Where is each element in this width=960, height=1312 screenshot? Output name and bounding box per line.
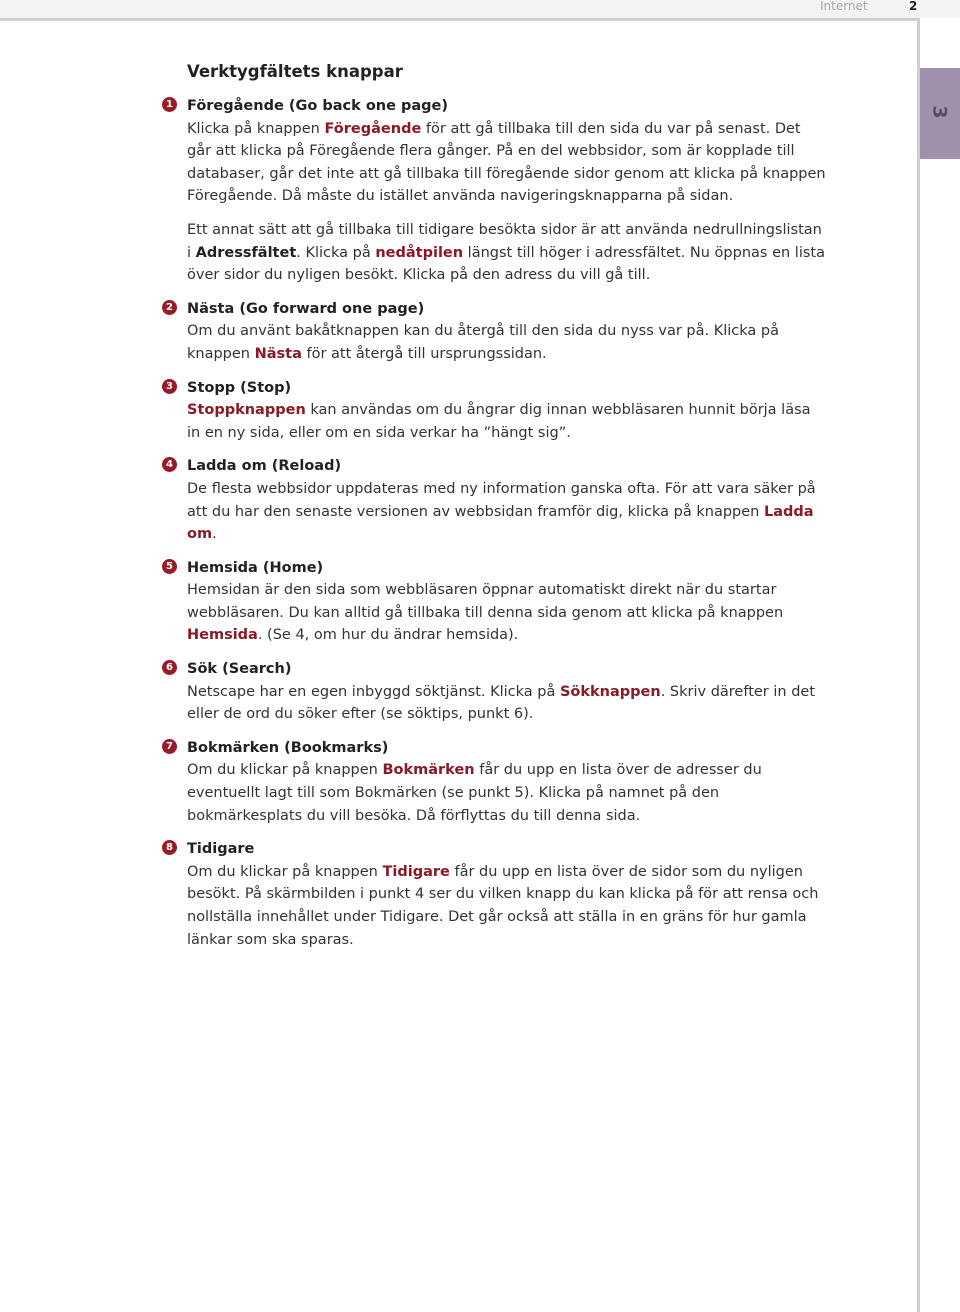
item-paragraph: De flesta webbsidor uppdateras med ny information ganska ofta. För att vara säker på att du har den senaste versionen av webbsidan framför dig, klicka på knappen Ladda om.	[187, 480, 816, 543]
item-title: Nästa (Go forward one page)	[187, 300, 425, 317]
highlight-term: Nästa	[254, 345, 302, 362]
highlight-term: nedåtpilen	[375, 244, 464, 261]
chapter-number: 3	[928, 105, 951, 119]
main-content	[166, 62, 827, 962]
item-number-badge: 2	[162, 300, 177, 315]
list-item	[166, 737, 827, 827]
list-item	[166, 377, 827, 445]
item-title: Bokmärken (Bookmarks)	[187, 739, 389, 756]
highlight-term: Bokmärken	[382, 762, 475, 779]
page-edge-rule	[917, 18, 920, 1312]
bold-term: Adressfältet	[195, 244, 297, 261]
highlight-term: Föregående	[324, 120, 422, 137]
highlight-term: Tidigare	[382, 863, 450, 880]
highlight-term: Sökknappen	[559, 683, 661, 700]
item-number-badge: 5	[162, 559, 177, 574]
item-paragraph: Ett annat sätt att gå tillbaka till tidigare besökta sidor är att använda nedrullningslistan i Adressfältet. Klicka på nedåtpilen längst till höger i adressfältet. Nu öppnas en lista över sidor du nyligen besökt. Klicka på den adress du vill gå till.	[187, 221, 825, 284]
item-number-badge: 1	[162, 97, 177, 112]
item-number-badge: 7	[162, 739, 177, 754]
header-bar	[0, 0, 960, 18]
highlight-term: Ladda om	[187, 503, 814, 543]
page-number: 2	[909, 0, 918, 13]
item-paragraph: Om du klickar på knappen Tidigare får du upp en lista över de sidor som du nyligen besökt. På skärmbilden i punkt 4 ser du vilken knapp du kan klicka på för att rensa och nollställa innehållet under Tidigare. Det går också att ställa in en gräns för hur gamla länkar som ska sparas.	[187, 863, 819, 948]
item-title: Tidigare	[187, 841, 255, 858]
list-item	[166, 838, 827, 951]
item-paragraph: Klicka på knappen Föregående för att gå tillbaka till den sida du var på senast. Det går att klicka på Föregående flera gånger. På en del webbsidor, som är kopplade till databaser, går det inte att gå tillbaka till föregående sidor genom att klicka på knappen Föregående. Då måste du istället använda navigeringsknapparna på sidan.	[187, 120, 826, 205]
list-item	[166, 95, 827, 287]
item-title: Föregående (Go back one page)	[187, 98, 449, 114]
list-item	[166, 557, 827, 647]
item-paragraph: Netscape har en egen inbyggd söktjänst. Klicka på Sökknappen. Skriv därefter in det eller de ord du söker efter (se söktips, punkt 6).	[187, 683, 816, 723]
item-number-badge: 6	[162, 660, 177, 675]
chapter-tab	[920, 68, 960, 159]
item-number-badge: 8	[162, 840, 177, 855]
running-header-title: Internet	[820, 0, 868, 13]
item-title: Ladda om (Reload)	[187, 458, 342, 475]
item-title: Hemsida (Home)	[187, 559, 324, 576]
list-item	[166, 455, 827, 545]
item-paragraph: Om du använt bakåtknappen kan du återgå till den sida du nyss var på. Klicka på knappen Nästa för att återgå till ursprungssidan.	[187, 323, 779, 362]
list-item	[166, 658, 827, 726]
item-number-badge: 4	[162, 457, 177, 472]
highlight-term: Hemsida	[187, 627, 258, 644]
highlight-term: Stoppknappen	[187, 402, 306, 419]
item-paragraph: Om du klickar på knappen Bokmärken får du upp en lista över de adresser du eventuellt lagt till som Bokmärken (se punkt 5). Klicka på namnet på den bokmärkesplats du vill besöka. Då förflyttas du till denna sida.	[187, 762, 762, 824]
item-title: Stopp (Stop)	[187, 379, 292, 396]
item-number-badge: 3	[162, 379, 177, 394]
item-title: Sök (Search)	[187, 661, 292, 678]
item-paragraph: Hemsidan är den sida som webbläsaren öppnar automatiskt direkt när du startar webbläsaren. Du kan alltid gå tillbaka till denna sida genom att klicka på knappen Hemsida. (Se 4, om hur du ändrar hemsida).	[187, 582, 784, 644]
item-paragraph: Stoppknappen kan användas om du ångrar dig innan webbläsaren hunnit börja läsa in en ny sida, eller om en sida verkar ha ”hängt sig”.	[187, 402, 811, 441]
list-item	[166, 298, 827, 366]
header-rule	[0, 18, 918, 21]
page-title: Verktygfältets knappar	[187, 62, 403, 81]
